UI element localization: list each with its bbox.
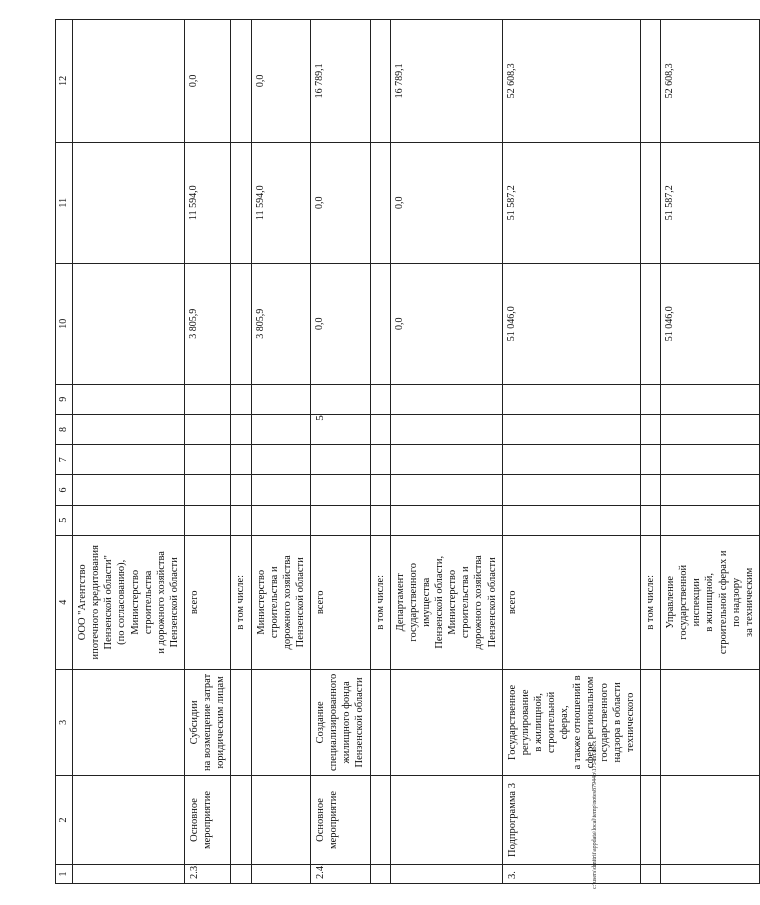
empty-cell-col9	[311, 384, 371, 414]
header-cell-4: 4	[56, 535, 73, 669]
row-number-cell	[251, 865, 311, 884]
program-name-cell	[370, 669, 390, 775]
executor-cell-line: Департамент	[394, 573, 406, 632]
value-cell-col12: 0,0	[251, 20, 311, 143]
program-type-cell	[231, 776, 251, 865]
value-cell-col11	[231, 142, 251, 263]
empty-cell-col8	[390, 414, 502, 444]
program-name-cell-line: технического	[624, 692, 636, 753]
header-cell-7: 7	[56, 445, 73, 475]
table-row	[661, 20, 760, 884]
header-cell-9: 9	[56, 384, 73, 414]
executor-cell-line: дорожного хозяйства	[473, 555, 485, 650]
executor-cell-line: ипотечного кредитования	[90, 545, 102, 660]
empty-cell-col9	[231, 384, 251, 414]
row-number-cell: 2.4.	[311, 865, 371, 884]
value-cell-col11: 11 594,0	[185, 142, 231, 263]
program-name-cell-line: жилищного фонда	[341, 681, 353, 764]
empty-cell-col8	[231, 414, 251, 444]
program-type-cell	[640, 776, 660, 865]
empty-cell-col7	[311, 445, 371, 475]
program-type-cell-line: мероприятие	[202, 791, 214, 850]
executor-cell-line: всего	[315, 590, 326, 615]
executor-cell-line: в том числе:	[644, 574, 656, 630]
empty-cell-col7	[370, 445, 390, 475]
executor-cell-line: инспекции	[691, 578, 703, 627]
empty-cell-col5	[640, 505, 660, 535]
table-row	[390, 20, 502, 884]
executor-cell-line: Управление	[665, 575, 676, 629]
program-name-cell	[502, 669, 640, 775]
program-name-cell-line: Государственное	[506, 684, 518, 760]
executor-cell	[311, 535, 371, 669]
value-cell-col12	[231, 20, 251, 143]
empty-cell-col7	[251, 445, 311, 475]
empty-cell-col9	[390, 384, 502, 414]
program-type-cell-line: Основное	[315, 798, 326, 842]
table-row	[73, 20, 185, 884]
empty-cell-col8	[370, 414, 390, 444]
value-cell-col11	[640, 142, 660, 263]
executor-cell-line: всего	[189, 590, 200, 615]
executor-cell-line: и дорожного хозяйства	[155, 551, 167, 654]
value-cell-col12: 52 608,3	[502, 20, 640, 143]
empty-cell-col5	[370, 505, 390, 535]
table-row	[370, 20, 390, 884]
empty-cell-col5	[390, 505, 502, 535]
executor-cell-line: Министерство	[129, 569, 141, 635]
executor-cell-line: Министерство	[447, 569, 459, 635]
program-type-cell	[661, 776, 760, 865]
program-name-cell-line: государственного	[598, 683, 610, 762]
executor-cell	[390, 535, 502, 669]
header-row	[56, 20, 73, 884]
program-type-cell	[311, 776, 371, 865]
executor-cell-line: в том числе:	[374, 574, 386, 630]
executor-cell	[370, 535, 390, 669]
empty-cell-col7	[390, 445, 502, 475]
program-type-cell	[251, 776, 311, 865]
empty-cell-col7	[73, 445, 185, 475]
value-cell-col12	[73, 20, 185, 143]
table-row	[311, 20, 371, 884]
empty-cell-col9	[502, 384, 640, 414]
program-name-cell	[311, 669, 371, 775]
empty-cell-col8	[640, 414, 660, 444]
value-cell-col12: 16 789,1	[390, 20, 502, 143]
row-number-cell: 3.	[502, 865, 640, 884]
row-number-cell	[661, 865, 760, 884]
executor-cell	[231, 535, 251, 669]
value-cell-col11: 0,0	[311, 142, 371, 263]
empty-cell-col6	[390, 475, 502, 505]
empty-cell-col6	[231, 475, 251, 505]
value-cell-col10: 3 805,9	[185, 263, 231, 384]
table-row	[640, 20, 660, 884]
executor-cell-line: строительства и	[268, 566, 280, 639]
program-type-cell	[502, 776, 640, 865]
empty-cell-col6	[661, 475, 760, 505]
empty-cell-col8	[73, 414, 185, 444]
program-name-cell	[185, 669, 231, 775]
executor-cell	[640, 535, 660, 669]
row-number-cell	[640, 865, 660, 884]
executor-cell-line: дорожного хозяйства	[281, 555, 293, 650]
program-type-cell-line: Подпрограмма 3	[506, 783, 518, 857]
value-cell-col11: 51 587,2	[502, 142, 640, 263]
header-cell-10: 10	[56, 263, 73, 384]
table-row	[251, 20, 311, 884]
row-number-cell: 2.3.	[185, 865, 231, 884]
header-cell-8: 8	[56, 414, 73, 444]
program-type-cell	[185, 776, 231, 865]
table-row	[502, 20, 640, 884]
empty-cell-col7	[231, 445, 251, 475]
empty-cell-col8	[311, 414, 371, 444]
row-number-cell	[231, 865, 251, 884]
program-name-cell-line: строительной сферах,	[546, 691, 571, 754]
empty-cell-col6	[640, 475, 660, 505]
value-cell-col10: 51 046,0	[661, 263, 760, 384]
program-name-cell-line: Создание	[315, 701, 326, 744]
executor-cell-line: ООО "Агентство	[77, 564, 88, 641]
budget-table	[55, 19, 760, 884]
executor-cell-line: по надзору	[730, 577, 742, 627]
table-row	[185, 20, 231, 884]
executor-cell-line: строительной сферах и	[717, 550, 729, 655]
empty-cell-col6	[185, 475, 231, 505]
header-cell-5: 5	[56, 505, 73, 535]
executor-cell	[502, 535, 640, 669]
empty-cell-col7	[185, 445, 231, 475]
program-name-cell	[73, 669, 185, 775]
table-row	[231, 20, 251, 884]
value-cell-col10: 51 046,0	[502, 263, 640, 384]
program-name-cell-line: юридическим лицам	[215, 676, 227, 769]
executor-cell	[661, 535, 760, 669]
empty-cell-col9	[661, 384, 760, 414]
program-name-cell-line: в жилищной,	[532, 693, 544, 752]
empty-cell-col5	[311, 505, 371, 535]
empty-cell-col9	[370, 384, 390, 414]
executor-cell-line: в жилищной,	[704, 573, 716, 632]
executor-cell-line: имущества	[420, 577, 432, 627]
empty-cell-col9	[640, 384, 660, 414]
executor-cell-line: за техническим	[743, 567, 755, 637]
empty-cell-col5	[231, 505, 251, 535]
page-number: 5	[314, 415, 326, 421]
empty-cell-col8	[251, 414, 311, 444]
program-name-cell-line: на возмещение затрат	[202, 673, 214, 771]
empty-cell-col7	[661, 445, 760, 475]
value-cell-col12: 52 608,3	[661, 20, 760, 143]
empty-cell-col8	[185, 414, 231, 444]
program-name-cell-line: сфере региональном	[585, 676, 597, 769]
executor-cell-line: строительства	[142, 570, 154, 635]
program-type-cell-line: мероприятие	[328, 791, 340, 850]
value-cell-col12	[640, 20, 660, 143]
executor-cell-line: Пензенской области,	[434, 555, 445, 649]
value-cell-col10: 0,0	[311, 263, 371, 384]
header-cell-12: 12	[56, 20, 73, 143]
executor-cell-line: Министерство	[255, 569, 267, 635]
value-cell-col12	[370, 20, 390, 143]
program-name-cell	[390, 669, 502, 775]
value-cell-col12: 0,0	[185, 20, 231, 143]
empty-cell-col8	[661, 414, 760, 444]
executor-cell-line: Пензенской области	[294, 557, 306, 648]
program-name-cell-line: Пензенской области	[354, 677, 366, 768]
program-name-cell	[251, 669, 311, 775]
empty-cell-col6	[73, 475, 185, 505]
footer-file-path: c:\users\dmitrii\appdata\local\temp\notes87944b\175-пп.docx	[592, 740, 598, 889]
empty-cell-col5	[73, 505, 185, 535]
header-cell-6: 6	[56, 475, 73, 505]
empty-cell-col7	[640, 445, 660, 475]
program-name-cell	[231, 669, 251, 775]
program-type-cell-line: Основное	[189, 798, 200, 842]
empty-cell-col5	[185, 505, 231, 535]
program-name-cell-line: специализированного	[328, 673, 340, 772]
executor-cell-line: строительства и	[460, 566, 472, 639]
header-cell-1: 1	[56, 865, 73, 884]
executor-cell-line: в том числе:	[235, 574, 247, 630]
value-cell-col11: 51 587,2	[661, 142, 760, 263]
program-type-cell	[370, 776, 390, 865]
empty-cell-col6	[251, 475, 311, 505]
value-cell-col10	[370, 263, 390, 384]
value-cell-col10	[640, 263, 660, 384]
executor-cell-line: Пензенской области	[168, 557, 180, 648]
empty-cell-col5	[502, 505, 640, 535]
value-cell-col11: 11 594,0	[251, 142, 311, 263]
executor-cell-line: (по согласованию),	[116, 559, 128, 645]
empty-cell-col5	[251, 505, 311, 535]
program-name-cell	[640, 669, 660, 775]
row-number-cell	[390, 865, 502, 884]
executor-cell-line: Пензенской области"	[103, 555, 115, 650]
empty-cell-col9	[251, 384, 311, 414]
program-name-cell-line: надзора в области	[611, 682, 623, 763]
value-cell-col10	[73, 263, 185, 384]
value-cell-col11	[73, 142, 185, 263]
value-cell-col10: 3 805,9	[251, 263, 311, 384]
header-cell-11: 11	[56, 142, 73, 263]
empty-cell-col9	[185, 384, 231, 414]
empty-cell-col6	[502, 475, 640, 505]
program-name-cell	[661, 669, 760, 775]
executor-cell-line: Пензенской области	[486, 557, 498, 648]
row-number-cell	[73, 865, 185, 884]
program-name-cell-line: а также отношений в	[572, 675, 584, 770]
executor-cell-line: государственного	[407, 563, 419, 642]
empty-cell-col9	[73, 384, 185, 414]
executor-cell	[251, 535, 311, 669]
program-name-cell-line: регулирование	[519, 689, 531, 756]
value-cell-col10	[231, 263, 251, 384]
value-cell-col11: 0,0	[390, 142, 502, 263]
empty-cell-col5	[661, 505, 760, 535]
value-cell-col12: 16 789,1	[311, 20, 371, 143]
program-type-cell	[390, 776, 502, 865]
executor-cell-line: всего	[506, 590, 518, 615]
value-cell-col10: 0,0	[390, 263, 502, 384]
empty-cell-col8	[502, 414, 640, 444]
value-cell-col11	[370, 142, 390, 263]
executor-cell	[73, 535, 185, 669]
program-type-cell	[73, 776, 185, 865]
empty-cell-col6	[311, 475, 371, 505]
program-name-cell-line: Субсидии	[189, 700, 200, 745]
executor-cell-line: государственной	[678, 564, 690, 640]
empty-cell-col7	[502, 445, 640, 475]
row-number-cell	[370, 865, 390, 884]
empty-cell-col6	[370, 475, 390, 505]
header-cell-2: 2	[56, 776, 73, 865]
header-cell-3: 3	[56, 669, 73, 775]
executor-cell	[185, 535, 231, 669]
